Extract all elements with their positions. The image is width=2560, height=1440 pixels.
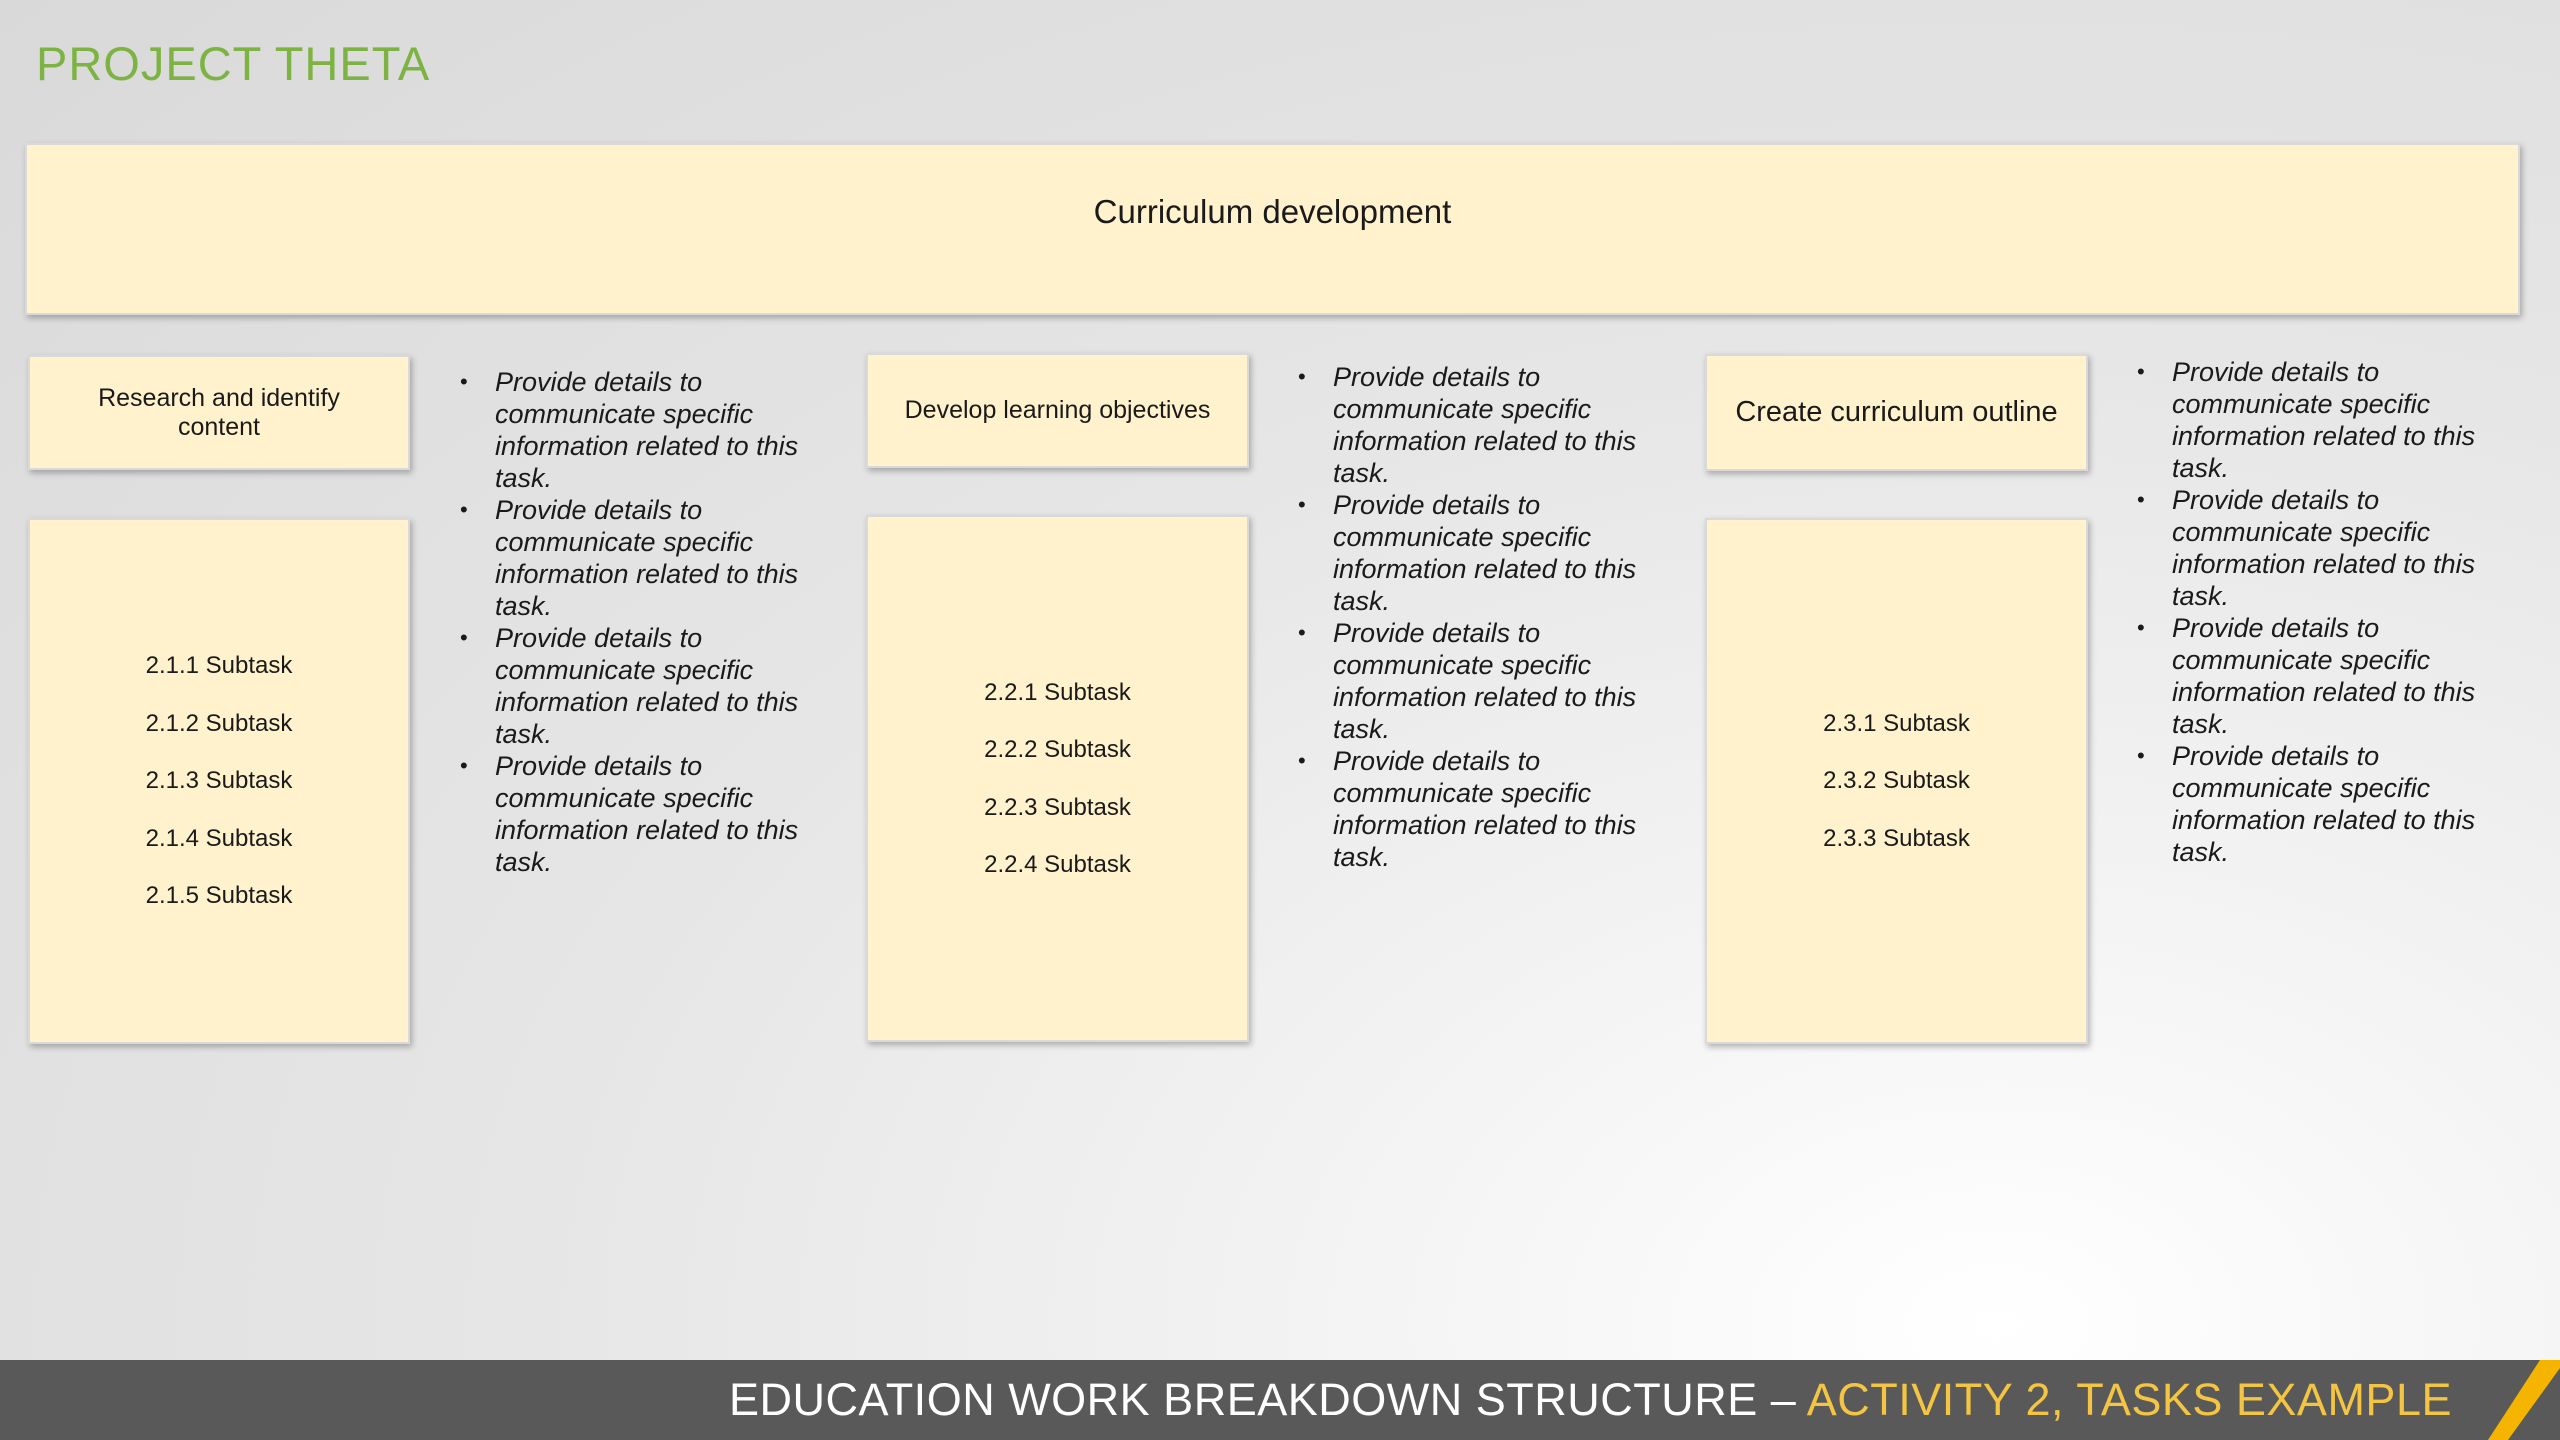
footer-title-accent: ACTIVITY 2, TASKS EXAMPLE xyxy=(1806,1374,2452,1425)
footer-bar xyxy=(0,1360,2560,1440)
subtask-item: 2.1.3 Subtask xyxy=(145,767,293,795)
top-task-label: Curriculum development xyxy=(1093,193,1452,230)
top-task-box[interactable] xyxy=(25,143,2520,315)
subtask-item: 2.2.2 Subtask xyxy=(984,736,1131,763)
subtask-item: 2.1.5 Subtask xyxy=(145,882,293,910)
subtask-item: 2.3.1 Subtask xyxy=(1823,709,1970,737)
detail-bullet: • Provide details to communicate specific information related to this task. xyxy=(460,494,820,622)
subtask-box-research[interactable] xyxy=(28,518,410,1044)
detail-bullet: • Provide details to communicate specific information related to this task. xyxy=(460,622,820,750)
detail-bullet: • Provide details to communicate specific information related to this task. xyxy=(460,366,820,494)
task-details-research xyxy=(460,366,820,878)
detail-bullet: • Provide details to communicate specific information related to this task. xyxy=(1298,745,1658,873)
subtask-box-objectives[interactable] xyxy=(866,515,1249,1042)
subtask-item: 2.3.2 Subtask xyxy=(1823,767,1970,795)
task-details-objectives xyxy=(1298,361,1658,873)
task-label: Research and identify content xyxy=(98,383,340,441)
subtask-list xyxy=(1823,695,1970,868)
subtask-box-outline[interactable] xyxy=(1705,518,2088,1044)
subtask-item: 2.3.3 Subtask xyxy=(1823,824,1970,852)
subtask-item: 2.1.2 Subtask xyxy=(145,709,293,737)
detail-bullet: • Provide details to communicate specific information related to this task. xyxy=(2137,612,2497,740)
subtask-list xyxy=(984,664,1131,894)
task-label: Develop learning objectives xyxy=(904,396,1211,425)
subtask-list xyxy=(146,637,293,925)
subtask-item: 2.1.4 Subtask xyxy=(145,824,293,852)
subtask-item: 2.2.1 Subtask xyxy=(984,678,1131,706)
project-title: PROJECT THETA xyxy=(36,37,431,90)
task-label: Create curriculum outline xyxy=(1735,395,2058,428)
task-box-objectives[interactable] xyxy=(866,353,1249,468)
detail-bullet: • Provide details to communicate specific information related to this task. xyxy=(1298,489,1658,617)
detail-bullet: • Provide details to communicate specific information related to this task. xyxy=(2137,484,2497,612)
task-box-outline[interactable] xyxy=(1705,354,2088,471)
footer-title xyxy=(729,1374,2452,1426)
detail-bullet: • Provide details to communicate specific information related to this task. xyxy=(2137,740,2497,868)
subtask-item: 2.2.4 Subtask xyxy=(984,851,1131,878)
task-box-research[interactable] xyxy=(28,355,410,470)
detail-bullet: • Provide details to communicate specific information related to this task. xyxy=(2137,356,2497,484)
footer-title-main: EDUCATION WORK BREAKDOWN STRUCTURE – xyxy=(729,1374,1807,1425)
detail-bullet: • Provide details to communicate specific information related to this task. xyxy=(460,750,820,878)
detail-bullet: • Provide details to communicate specific information related to this task. xyxy=(1298,617,1658,745)
task-details-outline xyxy=(2137,356,2497,868)
detail-bullet: • Provide details to communicate specific information related to this task. xyxy=(1298,361,1658,489)
subtask-item: 2.2.3 Subtask xyxy=(984,793,1131,821)
corner-stripe-icon xyxy=(2480,1360,2560,1440)
subtask-item: 2.1.1 Subtask xyxy=(145,652,293,680)
